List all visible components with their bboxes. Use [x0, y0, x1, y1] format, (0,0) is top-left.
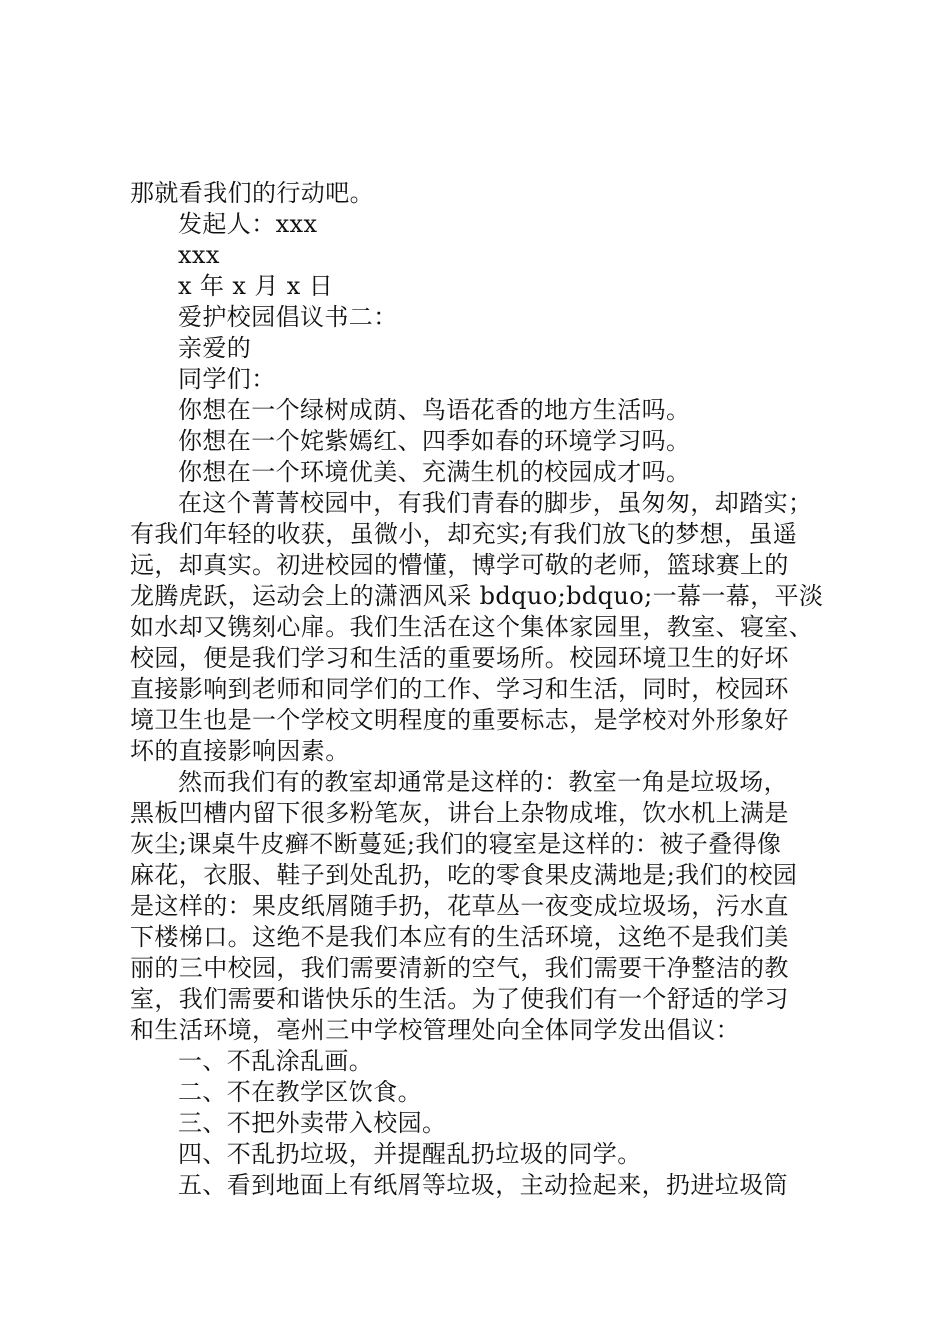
proposal-list [130, 1046, 830, 1201]
paragraph-1-line: 直接影响到老师和同学们的工作、学习和生活，同时，校园环 [130, 675, 789, 703]
salutation-line-1: 亲爱的 [178, 334, 252, 362]
question-3: 你想在一个环境优美、充满生机的校园成才吗。 [178, 458, 691, 486]
question-2: 你想在一个姹紫嫣红、四季如春的环境学习吗。 [178, 427, 691, 455]
paragraph-1-line: 校园，便是我们学习和生活的重要场所。校园环境卫生的好坏 [130, 644, 789, 672]
proposal-item: 一、不乱涂乱画。 [178, 1047, 374, 1075]
paragraph-2 [130, 767, 830, 1046]
paragraph-2-line: 和生活环境，亳州三中学校管理处向全体同学发出倡议： [130, 1016, 740, 1044]
paragraph-1 [130, 488, 830, 767]
proposal-item: 二、不在教学区饮食。 [178, 1078, 422, 1106]
paragraph-2-line: 是这样的：果皮纸屑随手扔，花草丛一夜变成垃圾场，污水直 [130, 892, 789, 920]
section-title: 爱护校园倡议书二： [178, 303, 398, 331]
paragraph-1-line: 有我们年轻的收获，虽微小，却充实;有我们放飞的梦想，虽遥 [130, 520, 798, 548]
paragraph-2-line: 室，我们需要和谐快乐的生活。为了使我们有一个舒适的学习 [130, 985, 789, 1013]
paragraph-1-line: 远，却真实。初进校园的懵懂，博学可敬的老师，篮球赛上的 [130, 551, 789, 579]
paragraph-1-line: 如水却又镌刻心扉。我们生活在这个集体家园里，教室、寝室、 [130, 613, 814, 641]
proposal-item: 三、不把外卖带入校园。 [178, 1109, 447, 1137]
paragraph-1-line: 龙腾虎跃，运动会上的潇洒风采 bdquo;bdquo;一幕一幕，平淡 [130, 582, 824, 610]
document-page [130, 178, 830, 1201]
salutation-line-2: 同学们： [178, 365, 276, 393]
paragraph-2-line: 然而我们有的教室却通常是这样的：教室一角是垃圾场， [178, 768, 788, 796]
paragraph-2-line: 下楼梯口。这绝不是我们本应有的生活环境，这绝不是我们美 [130, 923, 789, 951]
initiator-line: 发起人：xxx [178, 210, 318, 238]
date-line: x 年 x 月 x 日 [178, 272, 334, 300]
paragraph-2-line: 麻花，衣服、鞋子到处乱扔，吃的零食果皮满地是;我们的校园 [130, 861, 798, 889]
opening-line: 那就看我们的行动吧。 [130, 179, 374, 207]
question-1: 你想在一个绿树成荫、鸟语花香的地方生活吗。 [178, 396, 691, 424]
proposal-item: 五、看到地面上有纸屑等垃圾，主动捡起来，扔进垃圾筒 [178, 1171, 788, 1199]
proposal-item: 四、不乱扔垃圾，并提醒乱扔垃圾的同学。 [178, 1140, 642, 1168]
paragraph-1-line: 在这个菁菁校园中，有我们青春的脚步，虽匆匆，却踏实； [178, 489, 813, 517]
paragraph-1-line: 坏的直接影响因素。 [130, 737, 350, 765]
paragraph-2-line: 灰尘;课桌牛皮癣不断蔓延;我们的寝室是这样的：被子叠得像 [130, 830, 782, 858]
paragraph-2-line: 黑板凹槽内留下很多粉笔灰，讲台上杂物成堆，饮水机上满是 [130, 799, 789, 827]
paragraph-2-line: 丽的三中校园，我们需要清新的空气，我们需要干净整洁的教 [130, 954, 789, 982]
initiator-name: xxx [178, 241, 220, 269]
paragraph-1-line: 境卫生也是一个学校文明程度的重要标志，是学校对外形象好 [130, 706, 789, 734]
